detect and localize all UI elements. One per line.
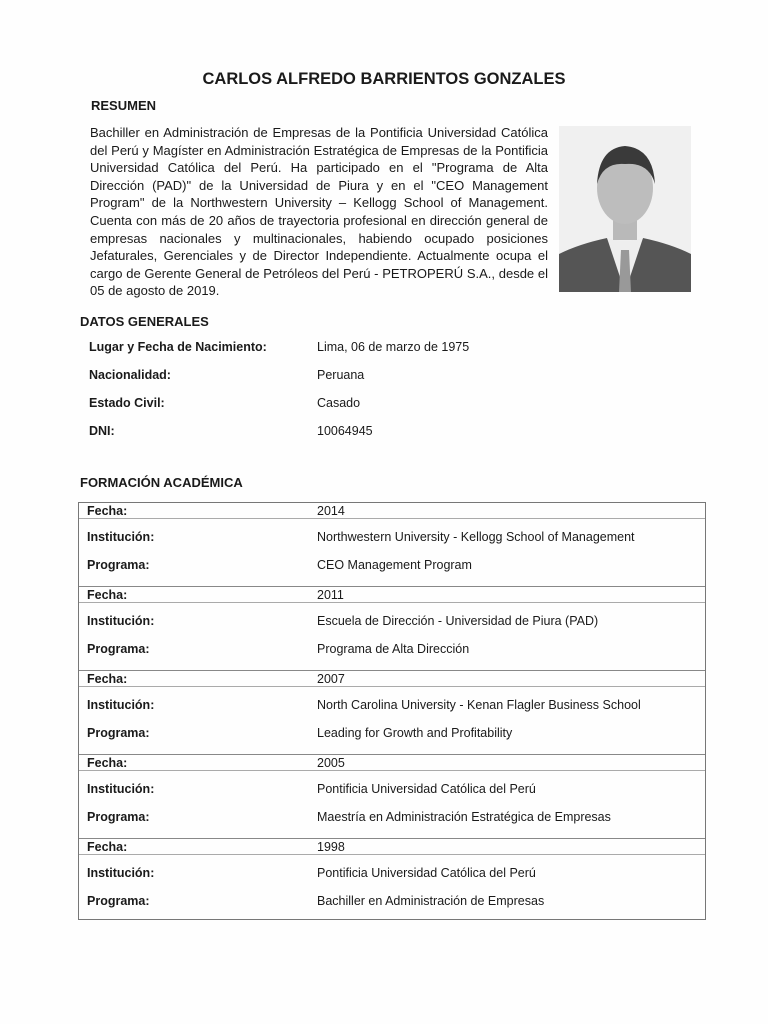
table-row — [79, 893, 705, 921]
programa-value: Maestría en Administración Estratégica de Empresas — [317, 810, 611, 824]
datos-heading: DATOS GENERALES — [80, 314, 209, 329]
programa-value: Programa de Alta Dirección — [317, 642, 470, 656]
person-name: CARLOS ALFREDO BARRIENTOS GONZALES — [202, 70, 566, 88]
dato-label: Estado Civil: — [89, 396, 165, 410]
table-row — [79, 587, 705, 603]
formacion-entry — [79, 755, 705, 839]
fecha-label: Fecha: — [87, 672, 128, 686]
table-row — [79, 697, 705, 725]
fecha-value: 1998 — [317, 840, 345, 854]
institucion-label: Institución: — [87, 782, 155, 796]
profile-photo — [559, 126, 691, 292]
programa-label: Programa: — [87, 894, 150, 908]
programa-value: Bachiller en Administración de Empresas — [317, 894, 545, 908]
fecha-value: 2014 — [317, 504, 345, 518]
resumen-text: Bachiller en Administración de Empresas de la Pontificia Universidad Católica del Perú y Magíster en Administración Estratégica de Empresas de la Pontificia Universidad Católica del Perú. Ha participado en el "Programa de Alta Dirección (PAD)" de la Universidad de Piura y en el "CEO Management Program" de la Northwestern University – Kellogg School of Management. Cuenta con más de 20 años de trayectoria profesional en dirección general de empresas nacionales y multinacionales, habiendo ocupado posiciones Jefaturales, Gerenciales y de Director Independiente. Actualmente ocupa el cargo de Gerente General de Petróleos del Perú - PETROPERÚ S.A., desde el 05 de agosto de 2019. — [90, 125, 548, 299]
programa-value: CEO Management Program — [317, 558, 472, 572]
dato-label: Lugar y Fecha de Nacimiento: — [89, 340, 267, 354]
fecha-label: Fecha: — [87, 756, 128, 770]
institucion-label: Institución: — [87, 614, 155, 628]
table-row — [79, 809, 705, 837]
table-row — [79, 725, 705, 753]
table-row — [79, 755, 705, 771]
table-row — [79, 613, 705, 641]
dato-value: Casado — [317, 396, 361, 410]
table-row — [79, 529, 705, 557]
table-row — [79, 671, 705, 687]
institucion-value: Escuela de Dirección - Universidad de Piura (PAD) — [317, 614, 599, 628]
formacion-entry — [79, 671, 705, 755]
dato-value: 10064945 — [317, 424, 373, 438]
fecha-label: Fecha: — [87, 504, 128, 518]
programa-label: Programa: — [87, 558, 150, 572]
table-row — [79, 503, 705, 519]
table-row — [79, 557, 705, 585]
dato-label: Nacionalidad: — [89, 368, 171, 382]
institucion-value: Pontificia Universidad Católica del Perú — [317, 866, 536, 880]
fecha-value: 2005 — [317, 756, 345, 770]
resumen-heading: RESUMEN — [91, 98, 157, 113]
table-row — [79, 781, 705, 809]
programa-value: Leading for Growth and Profitability — [317, 726, 513, 740]
institucion-label: Institución: — [87, 698, 155, 712]
dato-value: Peruana — [317, 368, 365, 382]
programa-label: Programa: — [87, 726, 150, 740]
programa-label: Programa: — [87, 810, 150, 824]
institucion-label: Institución: — [87, 530, 155, 544]
dato-label: DNI: — [89, 424, 115, 438]
programa-label: Programa: — [87, 642, 150, 656]
fecha-label: Fecha: — [87, 840, 128, 854]
table-row — [79, 865, 705, 893]
fecha-value: 2007 — [317, 672, 345, 686]
fecha-label: Fecha: — [87, 588, 128, 602]
institucion-value: North Carolina University - Kenan Flagler Business School — [317, 698, 641, 712]
dato-value: Lima, 06 de marzo de 1975 — [317, 340, 470, 354]
formacion-entry — [79, 587, 705, 671]
formacion-entry — [79, 839, 705, 923]
fecha-value: 2011 — [317, 588, 344, 602]
table-row — [79, 839, 705, 855]
institucion-label: Institución: — [87, 866, 155, 880]
formacion-entry — [79, 503, 705, 587]
table-row — [79, 641, 705, 669]
formacion-table — [78, 502, 706, 920]
institucion-value: Northwestern University - Kellogg School of Management — [317, 530, 635, 544]
institucion-value: Pontificia Universidad Católica del Perú — [317, 782, 536, 796]
formacion-heading: FORMACIÓN ACADÉMICA — [80, 475, 243, 490]
